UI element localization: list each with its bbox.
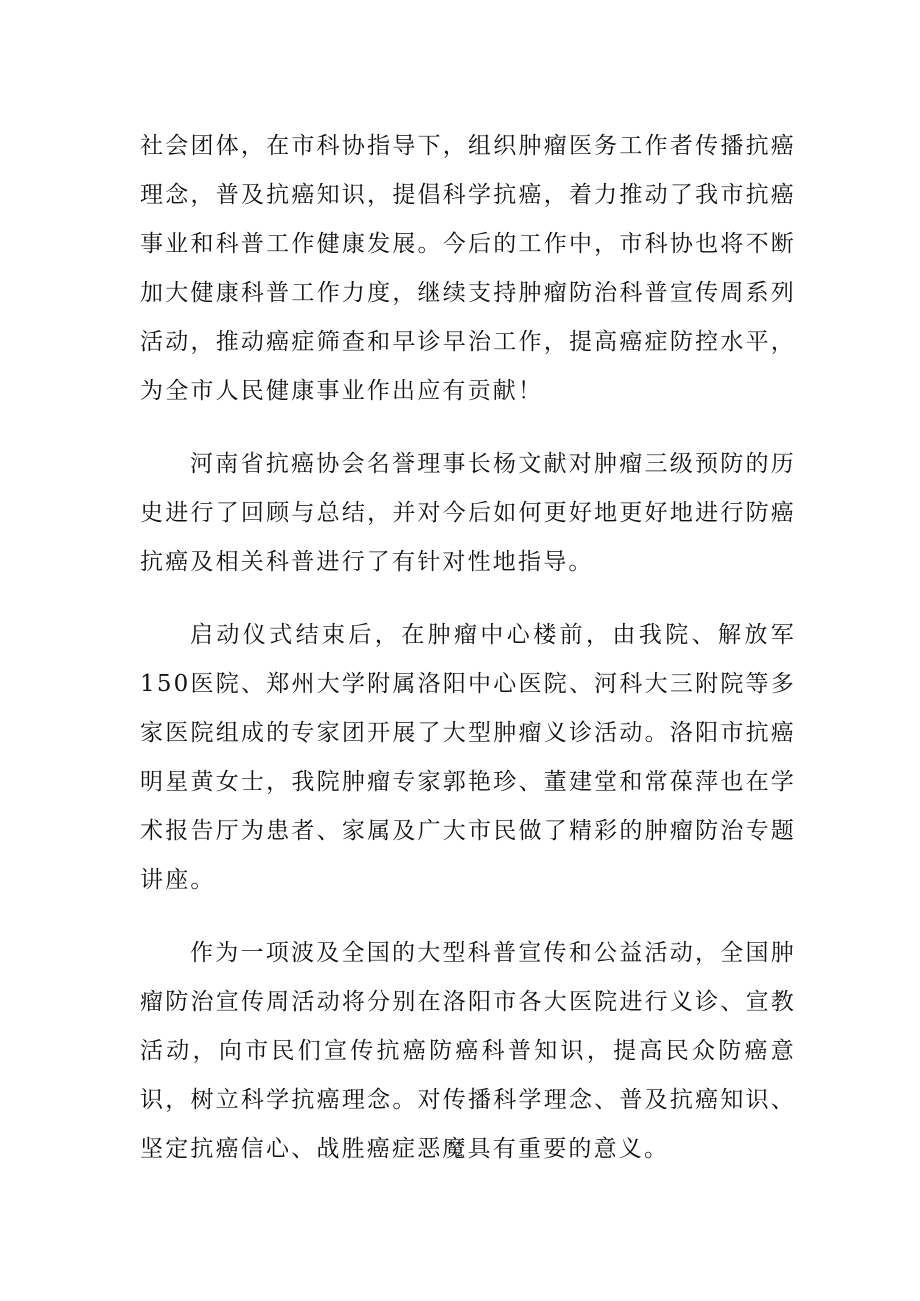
paragraph-free-clinic: 启动仪式结束后，在肿瘤中心楼前，由我院、解放军150医院、郑州大学附属洛阳中心医院、河科大三附院等多家医院组成的专家团开展了大型肿瘤义诊活动。洛阳市抗癌明星黄女士，我院肿瘤专家郭艳珍、董建堂和常葆萍也在学术报告厅为患者、家属及广大市民做了精彩的肿瘤防治专题讲座。: [140, 622, 796, 893]
paragraph-continuation: 社会团体，在市科协指导下，组织肿瘤医务工作者传播抗癌理念，普及抗癌知识，提倡科学抗癌，着力推动了我市抗癌事业和科普工作健康发展。今后的工作中，市科协也将不断加大健康科普工作力度，继续支持肿瘤防治科普宣传周系列活动，推动癌症筛查和早诊早治工作，提高癌症防控水平，为全市人民健康事业作出应有贡献！: [140, 133, 796, 404]
paragraph-yang-wenxian: 河南省抗癌协会名誉理事长杨文献对肿瘤三级预防的历史进行了回顾与总结，并对今后如何更好地更好地进行防癌抗癌及相关科普进行了有针对性地指导。: [140, 451, 796, 575]
document-body: [140, 122, 796, 1174]
paragraph-awareness-week: 作为一项波及全国的大型科普宣传和公益活动，全国肿瘤防治宣传周活动将分别在洛阳市各大医院进行义诊、宣教活动，向市民们宣传抗癌防癌科普知识，提高民众防癌意识，树立科学抗癌理念。对传播科学理念、普及抗癌知识、坚定抗癌信心、战胜癌症恶魔具有重要的意义。: [140, 940, 796, 1162]
